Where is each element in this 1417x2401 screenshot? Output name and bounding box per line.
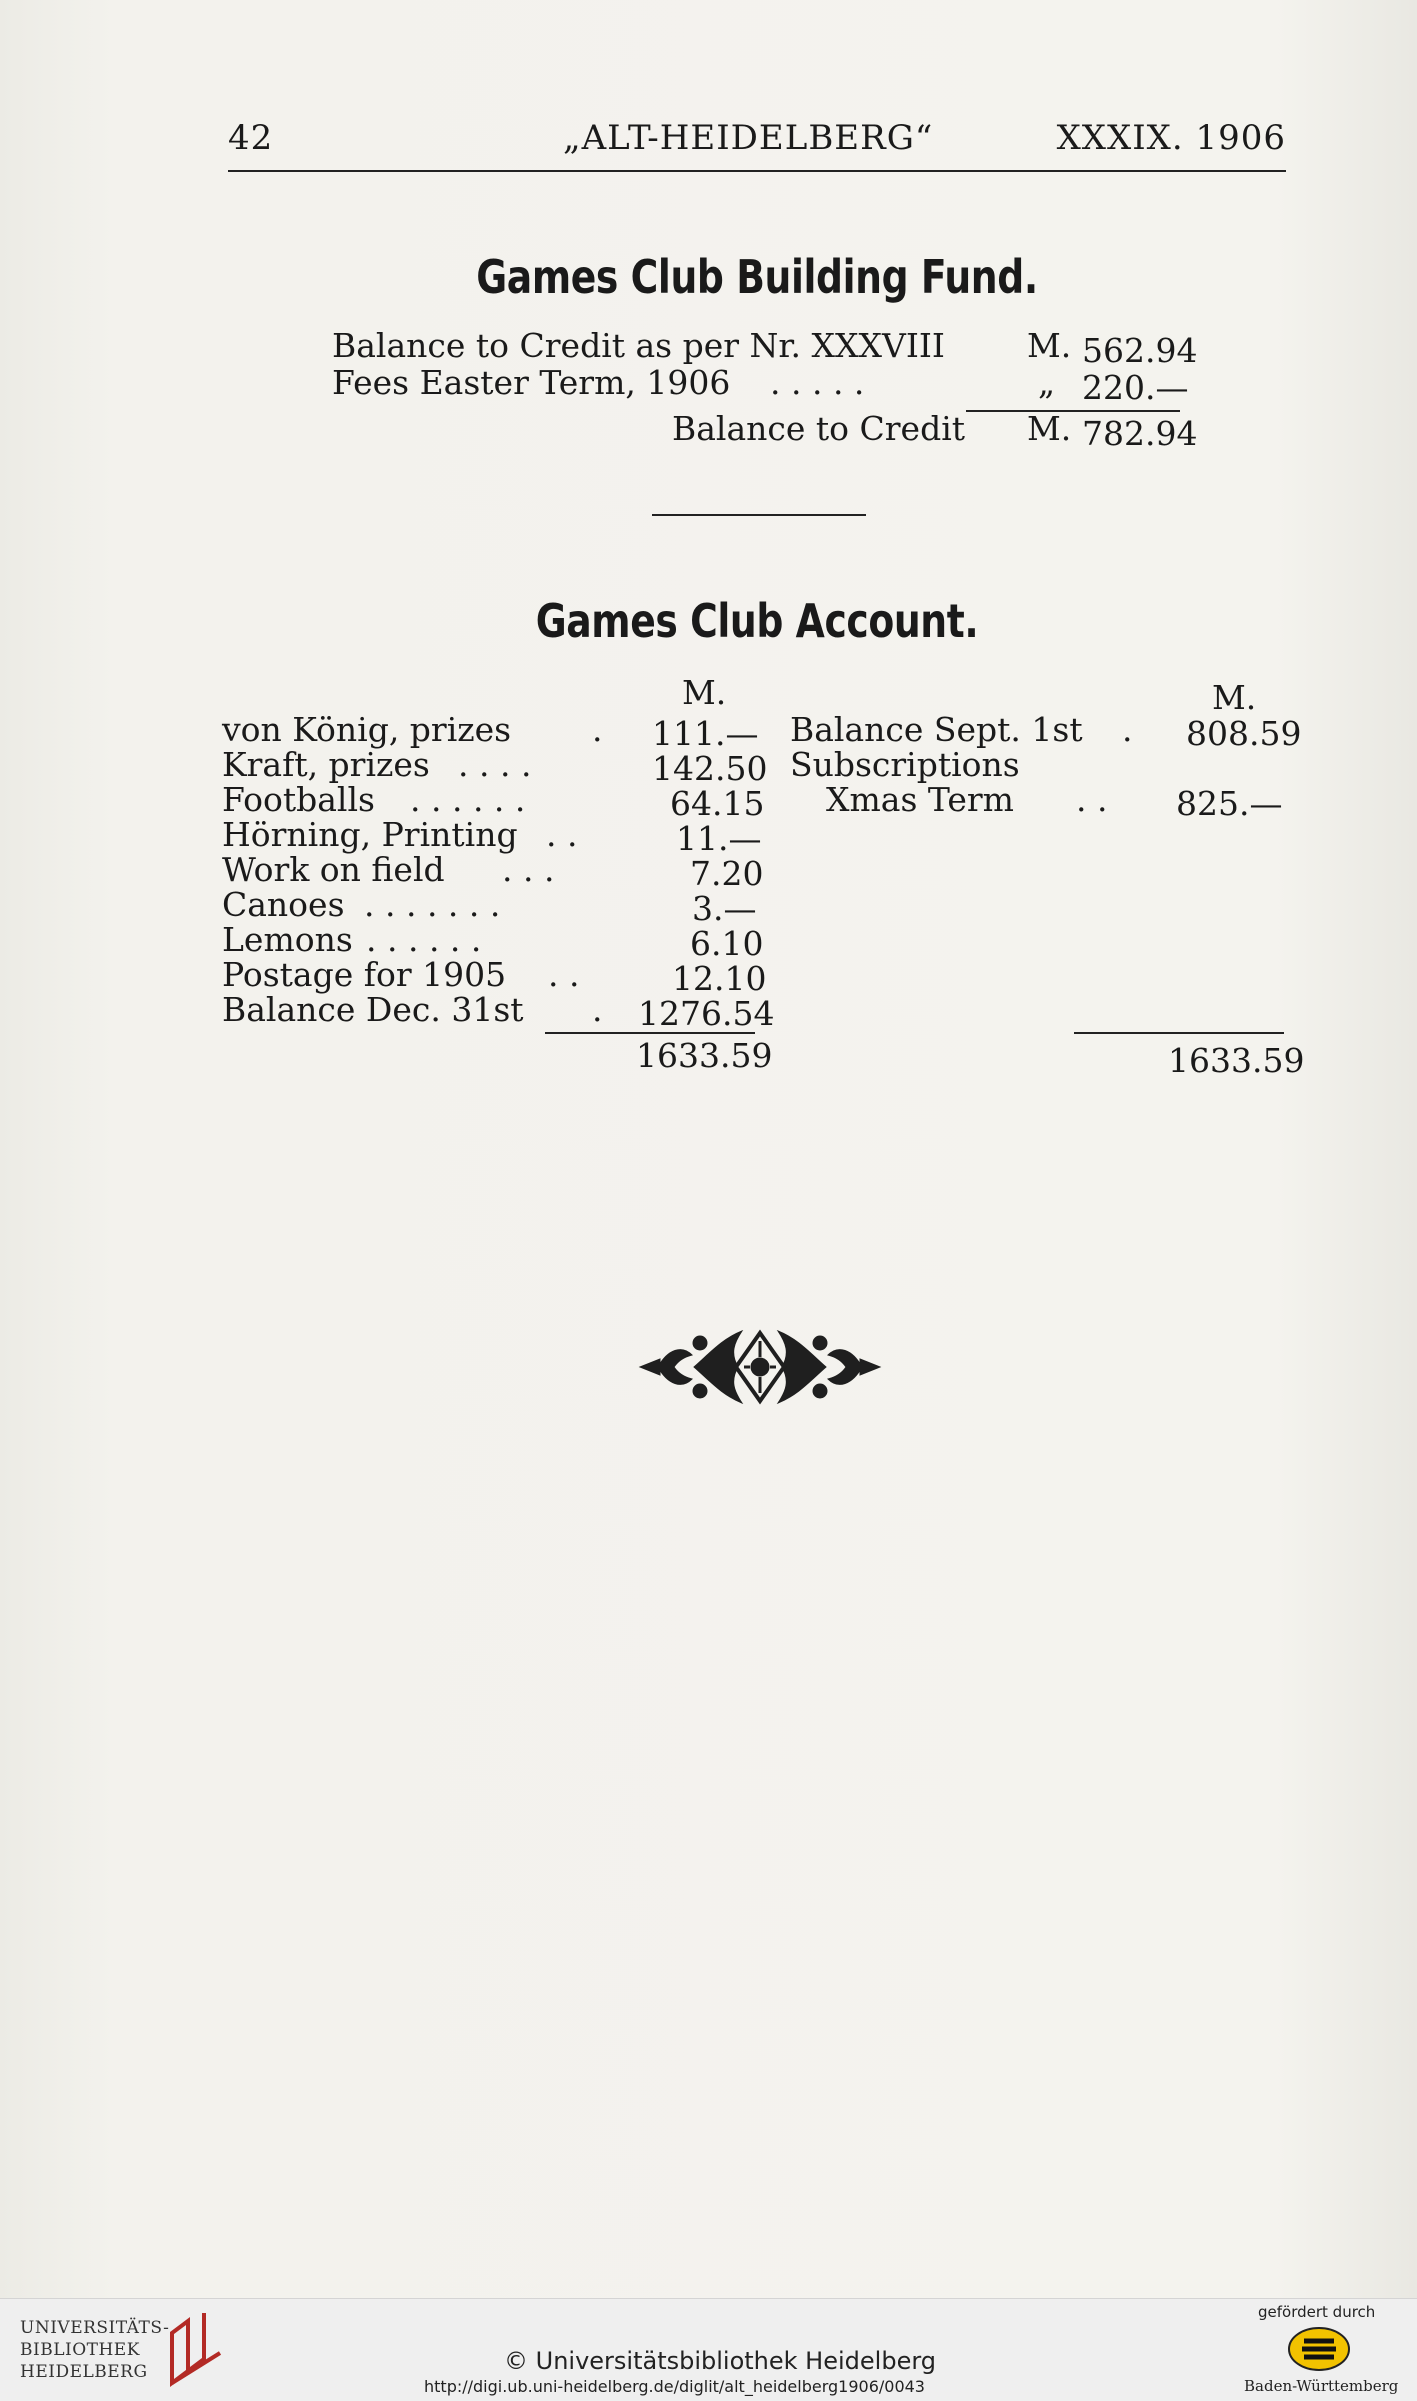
debit-amount: 142.50 <box>652 749 768 788</box>
header-rule <box>228 170 1286 172</box>
library-logo-icon <box>168 2313 226 2387</box>
fund-line-2-leaders: . . . . . <box>770 363 865 402</box>
section-separator <box>652 514 866 516</box>
debit-amount: 6.10 <box>690 924 764 963</box>
credit-label: Balance Sept. 1st <box>790 710 1083 749</box>
copyright-notice: © Universitätsbibliothek Heidelberg <box>504 2347 937 2375</box>
fund-line-2-amount: 220.— <box>1082 368 1189 407</box>
debit-amount: 12.10 <box>672 959 767 998</box>
debit-leaders: . . . <box>502 850 555 889</box>
debit-label: Hörning, Printing <box>222 815 518 854</box>
state-name: Baden-Württemberg <box>1244 2377 1399 2395</box>
debit-amount: 3.— <box>692 889 757 928</box>
debit-total-rule <box>545 1032 755 1034</box>
debit-label: Work on field <box>222 850 445 889</box>
permalink-url[interactable]: http://digi.ub.uni-heidelberg.de/diglit/alt_heidelberg1906/0043 <box>424 2377 925 2396</box>
building-fund-title: Games Club Building Fund. <box>476 250 1038 304</box>
library-name <box>20 2317 169 2383</box>
debit-label: Lemons <box>222 920 353 959</box>
funded-by-label: gefördert durch <box>1258 2303 1376 2321</box>
debit-leaders: . <box>592 710 603 749</box>
floral-ornament-icon <box>638 1325 882 1409</box>
fund-line-2-label: Fees Easter Term, 1906 <box>332 363 731 402</box>
credit-amount: 808.59 <box>1186 714 1302 753</box>
fund-line-1-amount: 562.94 <box>1082 331 1198 370</box>
credit-currency-head: M. <box>1212 678 1257 717</box>
page-number: 42 <box>228 118 274 158</box>
account-title: Games Club Account. <box>535 594 979 648</box>
fund-sum-rule <box>966 410 1180 412</box>
fund-line-3-label: Balance to Credit <box>672 409 966 448</box>
debit-amount: 7.20 <box>690 854 764 893</box>
fund-line-2-ditto: „ <box>1038 363 1056 402</box>
credit-label: Subscriptions <box>790 745 1020 784</box>
debit-leaders: . . . . <box>458 745 532 784</box>
library-name-line: UNIVERSITÄTS- <box>20 2318 170 2338</box>
debit-label: Canoes <box>222 885 345 924</box>
credit-leaders: . . <box>1076 780 1108 819</box>
debit-leaders: . <box>592 990 603 1029</box>
library-footer <box>0 2298 1417 2401</box>
debit-leaders: . . . . . . . <box>364 885 501 924</box>
debit-leaders: . . <box>548 955 580 994</box>
debit-amount: 11.— <box>676 819 762 858</box>
debit-currency-head: M. <box>682 673 727 712</box>
debit-label: Kraft, prizes <box>222 745 430 784</box>
debit-leaders: . . . . . . <box>410 780 526 819</box>
volume-year: XXXIX. 1906 <box>1056 118 1286 158</box>
debit-amount: 1276.54 <box>638 994 775 1033</box>
fund-line-3-amount: 782.94 <box>1082 414 1198 453</box>
debit-amount: 64.15 <box>670 784 765 823</box>
fund-line-1-currency: M. <box>1027 326 1072 365</box>
debit-leaders: . . . . . . <box>366 920 482 959</box>
debit-label: Footballs <box>222 780 375 819</box>
debit-label: von König, prizes <box>222 710 512 749</box>
running-head <box>228 118 1286 170</box>
debit-total: 1633.59 <box>636 1036 773 1075</box>
debit-label: Balance Dec. 31st <box>222 990 524 1029</box>
journal-title: „ALT-HEIDELBERG“ <box>563 118 934 158</box>
credit-label: Xmas Term <box>826 780 1014 819</box>
state-coat-of-arms-icon <box>1284 2325 1354 2373</box>
credit-total: 1633.59 <box>1168 1041 1305 1080</box>
fund-line-3-currency: M. <box>1027 409 1072 448</box>
debit-label: Postage for 1905 <box>222 955 507 994</box>
library-name-line: HEIDELBERG <box>20 2362 148 2382</box>
credit-total-rule <box>1074 1032 1284 1034</box>
credit-leaders: . <box>1122 710 1133 749</box>
library-name-line: BIBLIOTHEK <box>20 2340 140 2360</box>
debit-amount: 111.— <box>652 714 759 753</box>
credit-amount: 825.— <box>1176 784 1283 823</box>
debit-leaders: . . <box>546 815 578 854</box>
fund-line-1-label: Balance to Credit as per Nr. XXXVIII <box>332 326 945 365</box>
